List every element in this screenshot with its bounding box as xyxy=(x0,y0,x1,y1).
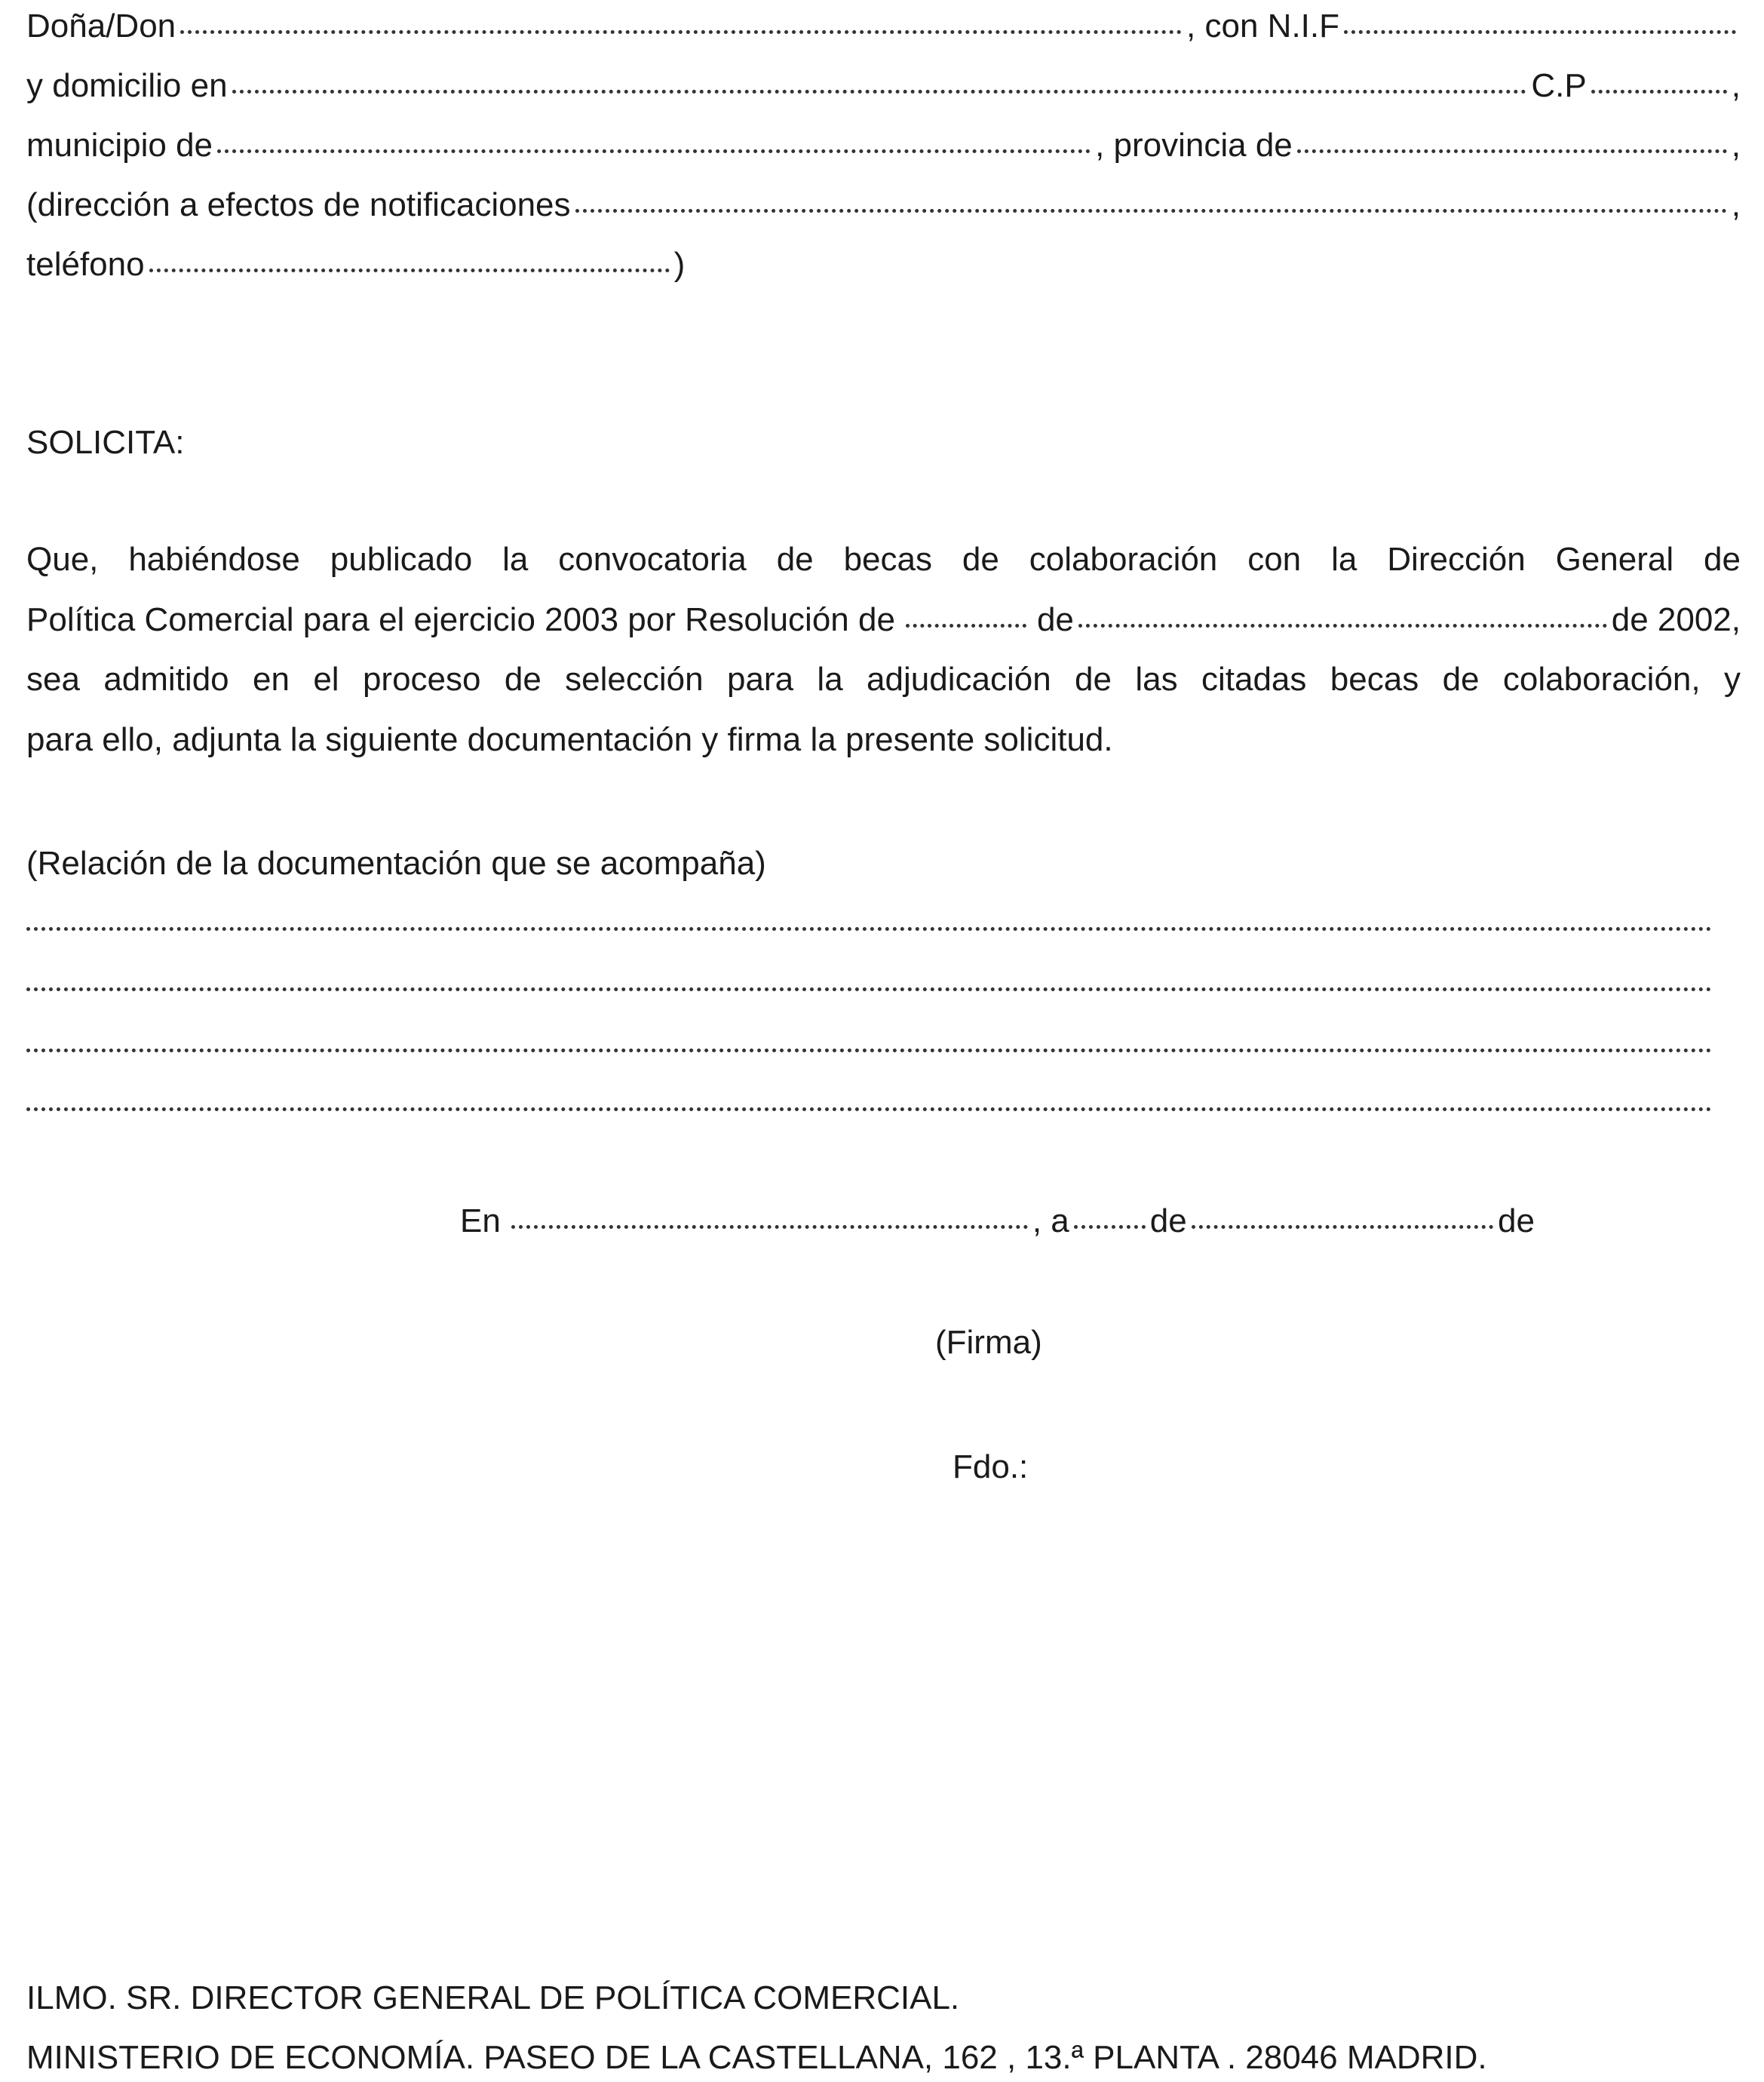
province-label: , provincia de xyxy=(1095,127,1293,164)
paragraph-line: para ello, adjunta la siguiente documentación y firma la presente solicitud. xyxy=(26,720,1113,758)
place-field[interactable] xyxy=(511,1225,1028,1229)
resolution-text: Política Comercial para el ejercicio 2003 por Resolución de xyxy=(26,600,895,638)
document-line-4[interactable] xyxy=(26,1107,1712,1111)
name-line xyxy=(26,8,1741,50)
notification-line: (dirección a efectos de notificaciones , xyxy=(26,186,1741,223)
document-line-2[interactable] xyxy=(26,987,1712,991)
name-label: Doña/Don xyxy=(26,8,176,45)
name-field[interactable] xyxy=(180,30,1182,34)
request-paragraph xyxy=(26,530,1741,769)
a-label: , a xyxy=(1032,1202,1069,1239)
phone-label: teléfono xyxy=(26,246,145,283)
municipality-label: municipio de xyxy=(26,127,213,164)
resolution-month-field[interactable] xyxy=(1078,624,1607,628)
document-line-1[interactable] xyxy=(26,927,1712,931)
ministry-address: MINISTERIO DE ECONOMÍA. PASEO DE LA CASTELLANA, 162 , 13.ª PLANTA . 28046 MADRID. xyxy=(26,2039,1487,2076)
paragraph-line: Que, habiéndose publicado la convocatoria de becas de colaboración con la Dirección General de xyxy=(26,541,1741,578)
day-field[interactable] xyxy=(1074,1225,1146,1229)
document-line-3[interactable] xyxy=(26,1049,1712,1052)
documents-heading: (Relación de la documentación que se acompaña) xyxy=(26,845,766,882)
address-line: y domicilio en C.P , xyxy=(26,67,1741,104)
nif-field[interactable] xyxy=(1344,30,1736,34)
phone-line xyxy=(26,246,685,288)
en-label: En xyxy=(460,1202,501,1239)
phone-close: ) xyxy=(673,246,686,283)
paragraph-line xyxy=(26,590,1741,650)
municipality-field[interactable] xyxy=(217,149,1091,153)
notification-label: (dirección a efectos de notificaciones xyxy=(26,186,571,223)
cp-label: C.P xyxy=(1531,67,1587,104)
addressee: ILMO. SR. DIRECTOR GENERAL DE POLÍTICA COMERCIAL. xyxy=(26,1979,960,2016)
de-text: de xyxy=(1036,600,1074,638)
resolution-day-field[interactable] xyxy=(906,624,1026,628)
phone-field[interactable] xyxy=(149,269,670,272)
signed-by-label: Fdo.: xyxy=(953,1448,1029,1485)
address-label: y domicilio en xyxy=(26,67,228,104)
year-text: de 2002, xyxy=(1611,600,1741,638)
nif-label: , con N.I.F xyxy=(1186,8,1339,45)
solicita-heading: SOLICITA: xyxy=(26,424,185,461)
address-field[interactable] xyxy=(232,90,1527,94)
signature-label: (Firma) xyxy=(935,1324,1042,1361)
de-label-2: de xyxy=(1498,1202,1535,1239)
place-date-line xyxy=(460,1202,1535,1245)
notification-field[interactable] xyxy=(575,209,1727,213)
province-field[interactable] xyxy=(1297,149,1727,153)
de-label: de xyxy=(1149,1202,1187,1239)
municipality-line: municipio de , provincia de , xyxy=(26,127,1741,164)
paragraph-line: sea admitido en el proceso de selección para la adjudicación de las citadas becas de colaboración, y xyxy=(26,661,1741,698)
month-field[interactable] xyxy=(1192,1225,1493,1229)
cp-field[interactable] xyxy=(1591,90,1727,94)
